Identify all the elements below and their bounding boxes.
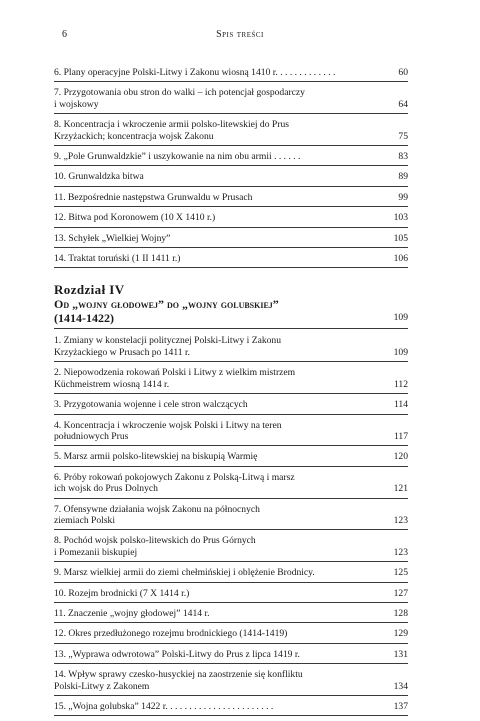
table-of-contents <box>54 67 408 721</box>
toc-entry-title-line: ich wojsk do Prus Dolnych <box>54 483 158 495</box>
chapter-years: (1414-1422) <box>54 311 114 326</box>
toc-entry-title-line: 13. „Wyprawa odwrotowa” Polski-Litwy do Prus z lipca 1419 r. <box>54 648 300 660</box>
toc-entry-title-line: 7. Przygotowania obu stron do walki – ich potencjał gospodarczy <box>54 87 305 99</box>
toc-entry-page: 109 <box>393 346 408 358</box>
toc-entry-page: 127 <box>393 587 408 599</box>
toc-entry <box>54 399 408 414</box>
chapter-title: Od „wojny głodowej” do „wojny golubskiej” <box>54 297 279 312</box>
toc-entry <box>54 119 408 146</box>
toc-entry <box>54 192 408 207</box>
toc-entry-title-line: 13. Schyłek „Wielkiej Wojny” <box>54 232 171 244</box>
toc-entry <box>54 588 408 603</box>
toc-entry-title-line: 14. Wpływ sprawy czesko-husyckiej na zaostrzenie się konfliktu <box>54 669 303 681</box>
toc-entry <box>54 649 408 664</box>
toc-entry <box>54 535 408 562</box>
toc-entry-page: 121 <box>393 483 408 495</box>
toc-entry <box>54 567 408 582</box>
toc-entry <box>54 669 408 696</box>
toc-entry-page: 99 <box>398 191 408 203</box>
toc-entry <box>54 608 408 623</box>
toc-entry-page: 105 <box>393 232 408 244</box>
toc-entry-title-line: 5. Marsz armii polsko-litewskiej na biskupią Warmię <box>54 451 258 463</box>
toc-entry <box>54 504 408 531</box>
toc-entry-page: 89 <box>398 171 408 183</box>
toc-entry-page: 64 <box>398 98 408 110</box>
toc-entry-page: 123 <box>393 546 408 558</box>
toc-entry <box>54 87 408 114</box>
toc-entry-page: 120 <box>393 451 408 463</box>
toc-entry-title-line: 6. Plany operacyjne Polski-Litwy i Zakonu wiosną 1410 r. . . . . . . . . . . . . <box>54 67 336 78</box>
toc-entry-title-line: 9. Marsz wielkiej armii do ziemi chełmińskiej i oblężenie Brodnicy. <box>54 567 315 579</box>
running-title: Spis treści <box>216 29 264 40</box>
chapter-years-row <box>54 311 408 329</box>
toc-entry-page: 106 <box>393 253 408 265</box>
toc-entry-title-line: 2. Niepowodzenia rokowań Polski i Litwy z wielkim mistrzem <box>54 367 296 379</box>
toc-entry-title-line: 8. Pochód wojsk polsko-litewskich do Prus Górnych <box>54 535 256 547</box>
toc-entry-page: 114 <box>393 399 408 411</box>
toc-entry <box>54 701 408 716</box>
toc-entry-title-line: 6. Próby rokowań pokojowych Zakonu z Polską-Litwą i marsz <box>54 471 295 483</box>
toc-entry <box>54 171 408 186</box>
toc-entry <box>54 212 408 227</box>
toc-entry-title-line: 10. Rozejm brodnicki (7 X 1414 r.) <box>54 587 190 599</box>
toc-entry-title-line: i Pomezanii biskupiej <box>54 546 138 558</box>
toc-entry-title-line: 11. Znaczenie „wojny głodowej” 1414 r. <box>54 607 210 619</box>
toc-entry-page: 129 <box>393 628 408 640</box>
chapter-page: 109 <box>393 312 408 324</box>
toc-entry-title-line: 4. Koncentracja i wkroczenie wojsk Polski i Litwy na teren <box>54 419 282 431</box>
toc-entry-title-line: Krzyżackiego w Prusach po 1411 r. <box>54 346 191 358</box>
toc-entry-title-line: 1. Zmiany w konstelacji politycznej Polski-Litwy i Zakonu <box>54 335 282 347</box>
toc-entry-page: 123 <box>393 514 408 526</box>
toc-section-chapter-4 <box>54 335 408 716</box>
toc-section-chapter-3 <box>54 67 408 268</box>
toc-entry-page: 125 <box>393 567 408 579</box>
chapter-label: Rozdział IV <box>54 282 125 298</box>
toc-entry <box>54 367 408 394</box>
toc-entry-page: 103 <box>393 212 408 224</box>
toc-entry-page: 131 <box>393 648 408 660</box>
toc-entry-title-line: 10. Grunwaldzka bitwa <box>54 171 144 183</box>
toc-entry-title-line: Polski-Litwy z Zakonem <box>54 680 150 692</box>
toc-entry-title-line: ziemiach Polski <box>54 514 116 526</box>
toc-entry <box>54 420 408 447</box>
toc-entry-title-line: i wojskowy <box>54 98 99 110</box>
toc-entry <box>54 253 408 268</box>
toc-entry-page: 117 <box>393 430 408 442</box>
page-header <box>0 29 480 45</box>
toc-entry <box>54 628 408 643</box>
toc-entry-title-line: 14. Traktat toruński (1 II 1411 r.) <box>54 253 181 265</box>
toc-entry-title-line: południowych Prus <box>54 430 129 442</box>
toc-entry-page: 137 <box>393 701 408 712</box>
toc-entry-page: 112 <box>393 378 408 390</box>
toc-entry-title-line: 15. „Wojna golubska” 1422 r. . . . . . . . . . . . . . . . . . . . . . . <box>54 701 274 712</box>
toc-entry-page: 83 <box>398 151 408 163</box>
toc-entry-page: 134 <box>393 680 408 692</box>
toc-entry <box>54 451 408 466</box>
toc-entry-page: 75 <box>398 130 408 142</box>
toc-entry-title-line: Küchmeistrem wiosną 1414 r. <box>54 378 170 390</box>
toc-entry <box>54 472 408 499</box>
toc-entry <box>54 67 408 82</box>
toc-entry-title-line: 7. Ofensywne działania wojsk Zakonu na północnych <box>54 503 260 515</box>
toc-entry-title-line: 3. Przygotowania wojenne i cele stron walczących <box>54 399 248 411</box>
toc-entry-title-line: 8. Koncentracja i wkroczenie armii polsko-litewskiej do Prus <box>54 119 289 131</box>
toc-entry-title-line: 12. Okres przedłużonego rozejmu brodnickiego (1414-1419) <box>54 628 288 640</box>
toc-entry-page: 128 <box>393 607 408 619</box>
chapter-heading <box>54 282 408 329</box>
toc-entry-title-line: 11. Bezpośrednie następstwa Grunwaldu w Prusach <box>54 191 253 203</box>
toc-entry-page: 60 <box>398 67 408 78</box>
toc-entry-title-line: 9. „Pole Grunwaldzkie” i uszykowanie na nim obu armii . . . . . . <box>54 151 301 163</box>
toc-entry-title-line: 12. Bitwa pod Koronowem (10 X 1410 r.) <box>54 212 216 224</box>
toc-entry <box>54 233 408 248</box>
toc-entry <box>54 335 408 362</box>
page-number: 6 <box>62 29 67 40</box>
toc-entry <box>54 151 408 166</box>
toc-entry-title-line: Krzyżackich; koncentracja wojsk Zakonu <box>54 130 214 142</box>
